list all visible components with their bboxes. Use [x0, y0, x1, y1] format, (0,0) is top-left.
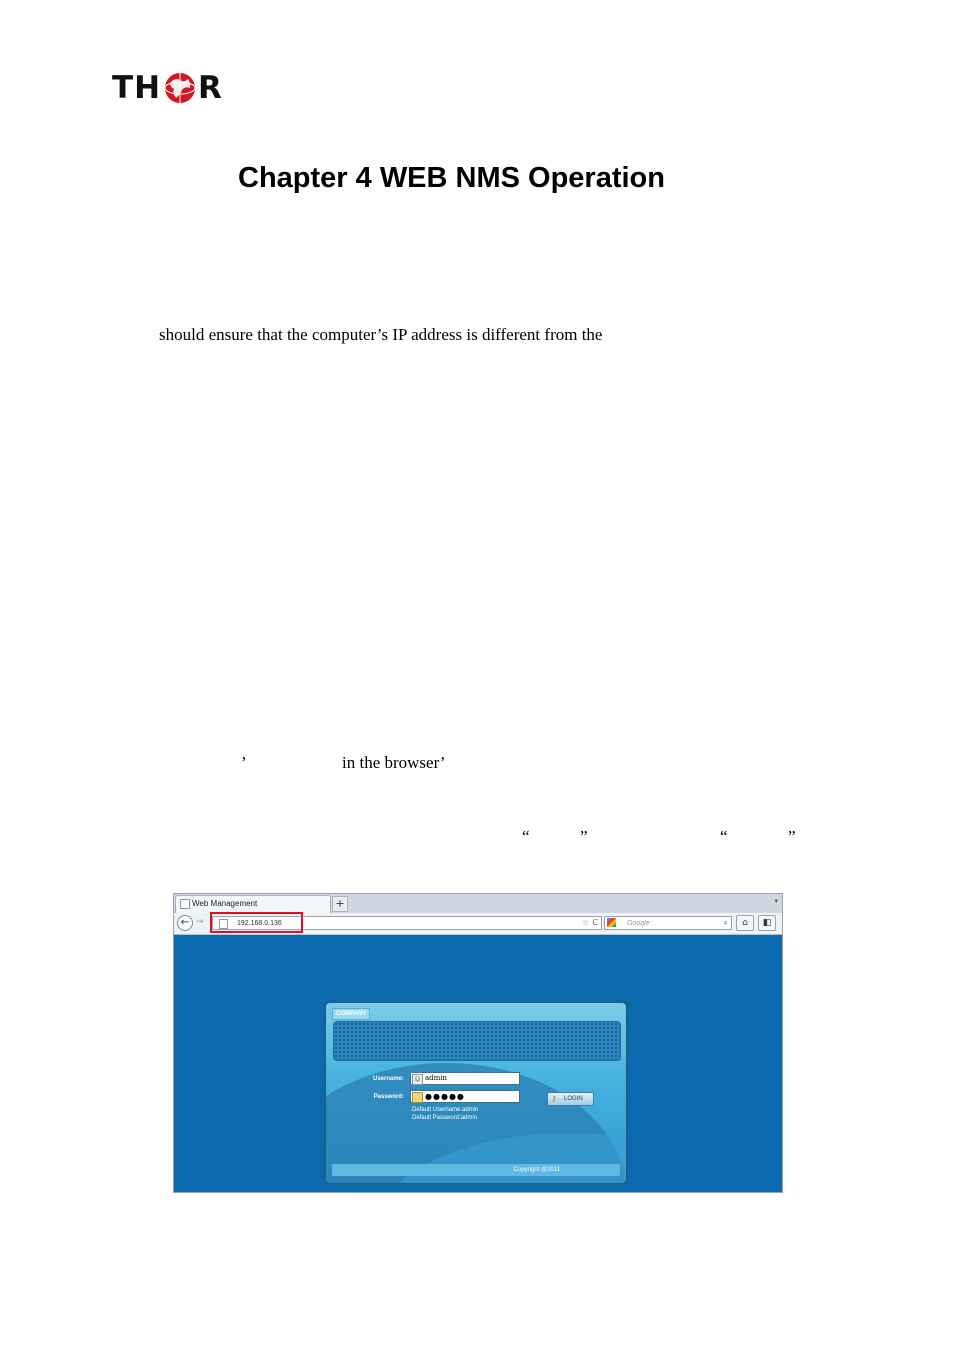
password-field[interactable] [410, 1090, 520, 1103]
username-field[interactable] [410, 1072, 520, 1085]
tab-list-icon[interactable]: ▾ [774, 897, 778, 905]
logo-text-left: TH [112, 70, 162, 106]
chapter-title: Chapter 4 WEB NMS Operation [238, 162, 665, 194]
url-text: 192.168.0.136 [237, 920, 282, 927]
google-icon [607, 918, 616, 927]
username-label: Username: [372, 1076, 404, 1082]
body-text-quote-close-2: ” [788, 827, 796, 846]
username-value: admin [425, 1074, 448, 1082]
logo-text-right: R [198, 70, 223, 106]
copyright-text: Copyright @2011 [513, 1167, 560, 1173]
tab-title: Web Management [192, 899, 258, 908]
default-username-hint: Default Username:admin [412, 1107, 479, 1113]
body-text-quote-close-1: ” [580, 827, 588, 846]
user-icon: ☺ [412, 1074, 423, 1085]
login-button[interactable] [547, 1092, 594, 1106]
company-label: COMPANY [332, 1008, 370, 1020]
reload-icon[interactable]: C [592, 918, 598, 927]
login-banner [333, 1021, 621, 1061]
tab-bar [174, 894, 782, 913]
body-text-ip-note: should ensure that the computer’s IP address is different from the [159, 325, 603, 344]
password-label: Password: [373, 1094, 404, 1100]
new-tab-button[interactable]: + [332, 896, 348, 912]
key-icon: ⚷ [551, 1094, 557, 1103]
thor-logo [112, 68, 232, 108]
body-text-apostrophe: ’ [241, 753, 247, 772]
body-text-quote-open-1: “ [522, 827, 530, 846]
home-button[interactable]: ⌂ [736, 915, 754, 931]
search-icon[interactable]: ⌕ [723, 918, 728, 927]
url-highlight-box [210, 912, 303, 933]
globe-icon [163, 71, 197, 105]
lock-icon [412, 1092, 423, 1103]
bookmark-star-icon[interactable]: ☆ [581, 918, 589, 927]
password-mask: ●●●●● [425, 1092, 465, 1101]
login-panel [324, 1001, 628, 1185]
search-placeholder: Google [627, 920, 650, 927]
default-password-hint: Default Password:admin [412, 1115, 478, 1121]
browser-screenshot [173, 893, 783, 1193]
body-text-quote-open-2: “ [720, 827, 728, 846]
copyright-bar [332, 1164, 620, 1176]
addon-button[interactable]: ◧ [758, 915, 776, 931]
forward-button[interactable]: → [196, 917, 204, 927]
page-favicon-icon [180, 899, 190, 909]
body-text-browser: in the browser’ [342, 753, 446, 772]
search-input[interactable] [604, 916, 732, 930]
login-button-label: LOGIN [564, 1096, 583, 1102]
back-button[interactable]: ← [177, 915, 193, 931]
tab-web-management[interactable] [175, 895, 331, 913]
